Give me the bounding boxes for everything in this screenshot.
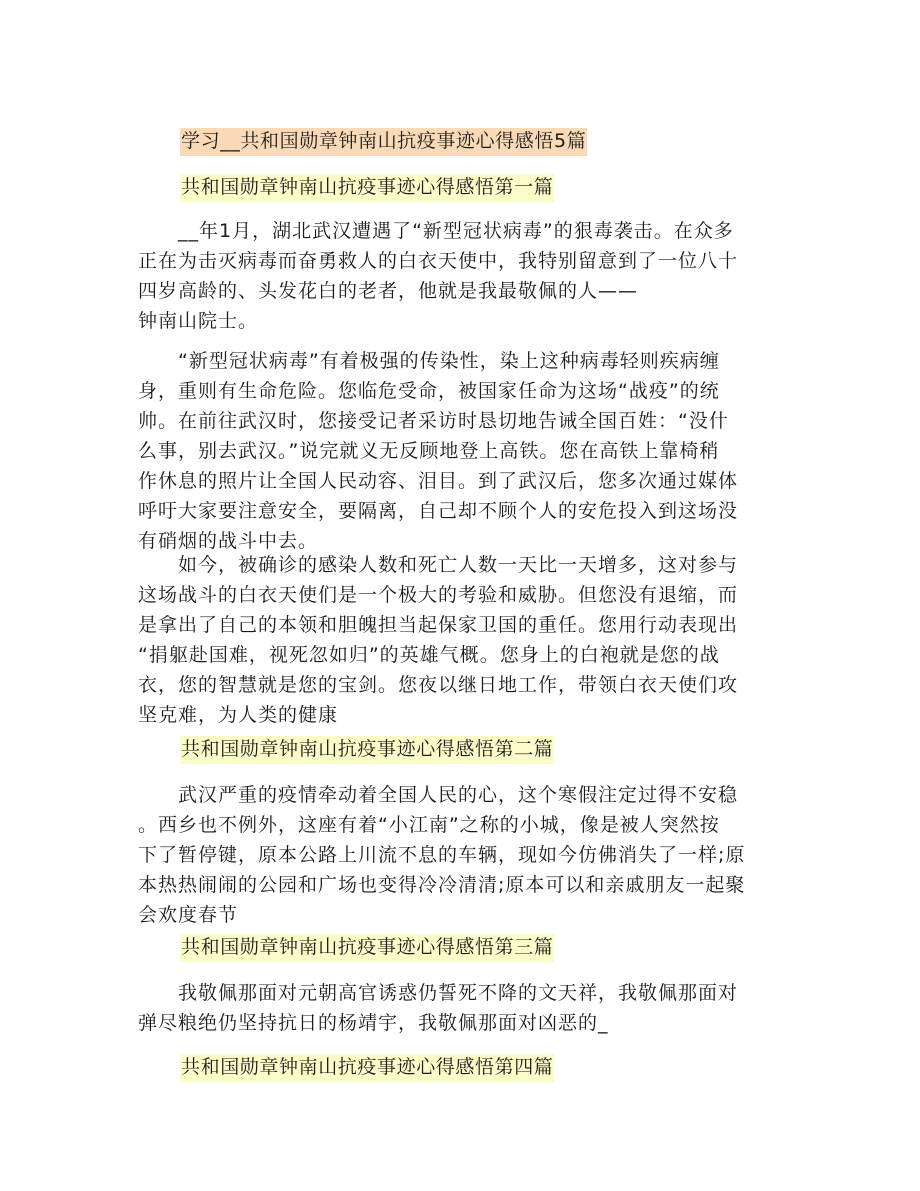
text-line: 。西乡也不例外，这座有着“小江南”之称的小城，像是被人突然按 <box>138 814 720 836</box>
text-line: 身，重则有生命危险。您临危受命，被国家任命为这场“战疫”的统 <box>138 380 720 402</box>
text-line: 作休息的照片让全国人民动容、泪目。到了武汉后，您多次通过媒体 <box>138 470 739 492</box>
text-line: 我敬佩那面对元朝高官诱惑仍誓死不降的文天祥，我敬佩那面对 <box>138 982 739 1004</box>
paragraph <box>138 550 778 730</box>
text-line: 有硝烟的战斗中去。 <box>138 530 319 552</box>
section-heading-1: 共和国勋章钟南山抗疫事迹心得感悟第一篇 <box>180 174 554 202</box>
text-line: 会欢度春节 <box>138 904 239 926</box>
text-line: 这场战斗的白衣天使们是一个极大的考验和威胁。但您没有退缩，而 <box>138 584 739 606</box>
text-line: 是拿出了自己的本领和胆魄担当起保家卫国的重任。您用行动表现出 <box>138 614 739 636</box>
text-line: 坚克难，为人类的健康 <box>138 704 339 726</box>
text-line: 帅。在前往武汉时，您接受记者采访时恳切地告诫全国百姓：“没什 <box>138 410 729 432</box>
paragraph <box>138 346 778 556</box>
text-line: 四岁高龄的、头发花白的老者，他就是我最敬佩的人—— <box>138 280 639 302</box>
text-line: 呼吁大家要注意安全，要隔离，自己却不顾个人的安危投入到这场没 <box>138 500 739 522</box>
text-line: 如今，被确诊的感染人数和死亡人数一天比一天增多，这对参与 <box>138 554 739 576</box>
text-line: __年1月，湖北武汉遭遇了“新型冠状病毒”的狠毒袭击。在众多 <box>138 220 734 242</box>
text-line: 本热热闹闹的公园和广场也变得冷冷清清;原本可以和亲戚朋友一起聚 <box>138 874 746 896</box>
section-heading-4: 共和国勋章钟南山抗疫事迹心得感悟第四篇 <box>180 1054 554 1082</box>
text-line: 衣，您的智慧就是您的宝剑。您夜以继日地工作，带领白衣天使们攻 <box>138 674 739 696</box>
section-heading-3: 共和国勋章钟南山抗疫事迹心得感悟第三篇 <box>180 934 554 962</box>
text-line: 正在为击灭病毒而奋勇救人的白衣天使中，我特别留意到了一位八十 <box>138 250 739 272</box>
section-heading-2: 共和国勋章钟南山抗疫事迹心得感悟第二篇 <box>180 736 554 764</box>
text-line: 武汉严重的疫情牵动着全国人民的心，这个寒假注定过得不安稳 <box>138 784 739 806</box>
text-line: 下了暂停键，原本公路上川流不息的车辆，现如今仿佛消失了一样;原 <box>138 844 746 866</box>
paragraph <box>138 780 778 930</box>
text-line: 么事，别去武汉。”说完就义无反顾地登上高铁。您在高铁上靠椅稍 <box>138 440 720 462</box>
text-line: 钟南山院士。 <box>138 310 259 332</box>
text-line: “新型冠状病毒”有着极强的传染性，染上这种病毒轻则疾病缠 <box>138 350 720 372</box>
paragraph <box>138 978 778 1038</box>
paragraph <box>138 216 778 336</box>
document-title: 学习__共和国勋章钟南山抗疫事迹心得感悟5篇 <box>180 128 587 156</box>
text-line: “捐躯赴国难，视死忽如归”的英雄气概。您身上的白袍就是您的战 <box>138 644 720 666</box>
text-line: 弹尽粮绝仍坚持抗日的杨靖宇，我敬佩那面对凶恶的_ <box>138 1012 609 1034</box>
